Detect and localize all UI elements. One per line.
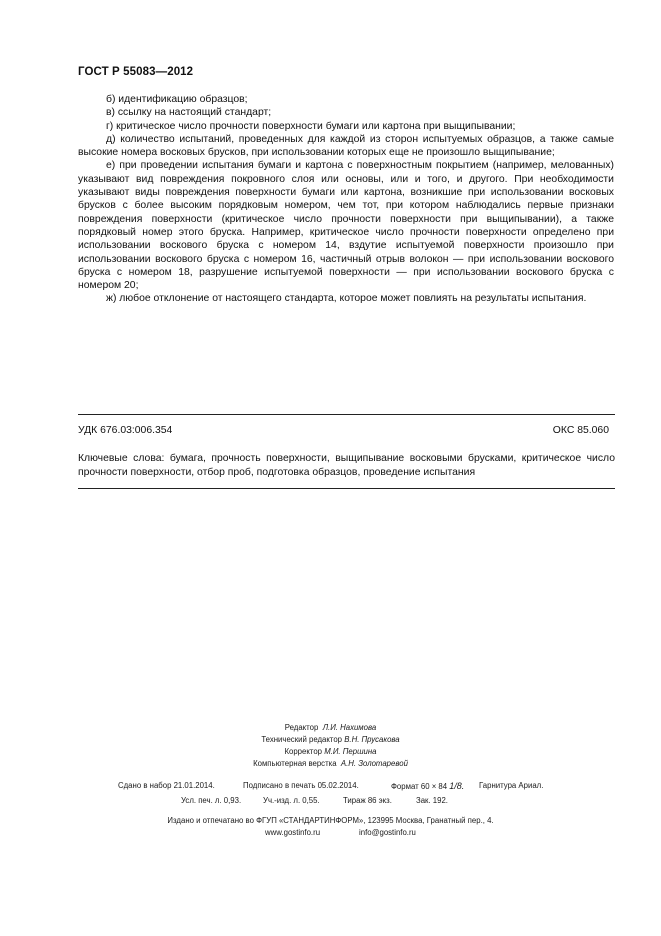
editor-role: Редактор [284,723,319,732]
report-requirements-list [78,93,614,306]
proofreader-line [0,746,661,758]
list-item-d: д) количество испытаний, проведенных для каждой из сторон испытуемых образцов, а также самые высокие номера восковых брусков, при использовании которых еще не произошло выщипывание; [78,133,614,159]
print-sheets: Усл. печ. л. 0,93. [181,796,242,805]
layout-line [0,758,661,770]
editor-line [0,722,661,734]
bottom-divider [78,488,615,489]
layout-name: А.Н. Золотаревой [340,759,408,768]
submitted-date: Сдано в набор 21.01.2014. [118,781,215,790]
publisher-line: Издано и отпечатано во ФГУП «СТАНДАРТИНФОРМ», 123995 Москва, Гранатный пер., 4. [167,816,494,825]
proofreader-name: М.И. Першина [324,747,377,756]
tech-editor-name: В.Н. Прусакова [344,735,400,744]
website-link[interactable]: www.gostinfo.ru [265,828,321,837]
format-info [391,781,464,791]
layout-role: Компьютерная верстка [253,759,337,768]
editor-name: Л.И. Нахимова [322,723,377,732]
order-number: Зак. 192. [416,796,448,805]
document-number-header: ГОСТ Р 55083—2012 [78,66,194,78]
keywords-block: Ключевые слова: бумага, прочность поверхности, выщипывание восковыми брусками, критическое число прочности поверхности, отбор проб, подготовка образцов, проведение испытания [78,453,615,478]
publ-sheets: Уч.-изд. л. 0,55. [263,796,320,805]
top-divider [78,414,615,415]
oks-code: ОКС 85.060 [552,425,609,436]
email-link[interactable]: info@gostinfo.ru [359,828,416,837]
list-item-v: в) ссылку на настоящий стандарт; [106,107,272,119]
circulation: Тираж 86 экз. [343,796,392,805]
typeface-info: Гарнитура Ариал. [479,781,544,790]
list-item-zh: ж) любое отклонение от настоящего стандарта, которое может повлиять на результаты испытания. [106,293,587,305]
editorial-staff [0,722,661,770]
format-fraction: 1/8. [449,781,465,791]
tech-editor-role: Технический редактор [261,735,343,744]
udk-code: УДК 676.03:006.354 [78,425,173,436]
list-item-b: б) идентификацию образцов; [106,94,248,105]
tech-editor-line [0,734,661,746]
list-item-g: г) критическое число прочности поверхности бумаги или картона при выщипывании; [106,120,516,132]
proofreader-role: Корректор [284,747,323,756]
format-label: Формат 60 × 84 [391,782,448,791]
list-item-e: е) при проведении испытания бумаги и картона с поверхностным покрытием (например, мелованных) указывают вид повреждения покровного слоя или основы, или и того, и другого. При необходимости указывают виды повреждения поверхности бумаги или картона, возникшие при использовании восковых брусков с более высоким порядковым номером, чем тот, при котором наблюдались первые признаки повреждения поверхности (критическое число прочности поверхности при выщипывании), а также порядковый номер этого бруска. Например, критическое число прочности поверхности определено при использовании воскового бруска с номером 14, вздутие испытуемой поверхности произошло при использовании воскового бруска с номером 16, частичный отрыв волокон — при использовании воскового бруска с номером 18, разрушение испытуемой поверхности — при использовании воскового бруска с номером 20; [78,160,614,292]
signed-date: Подписано в печать 05.02.2014. [243,781,359,790]
